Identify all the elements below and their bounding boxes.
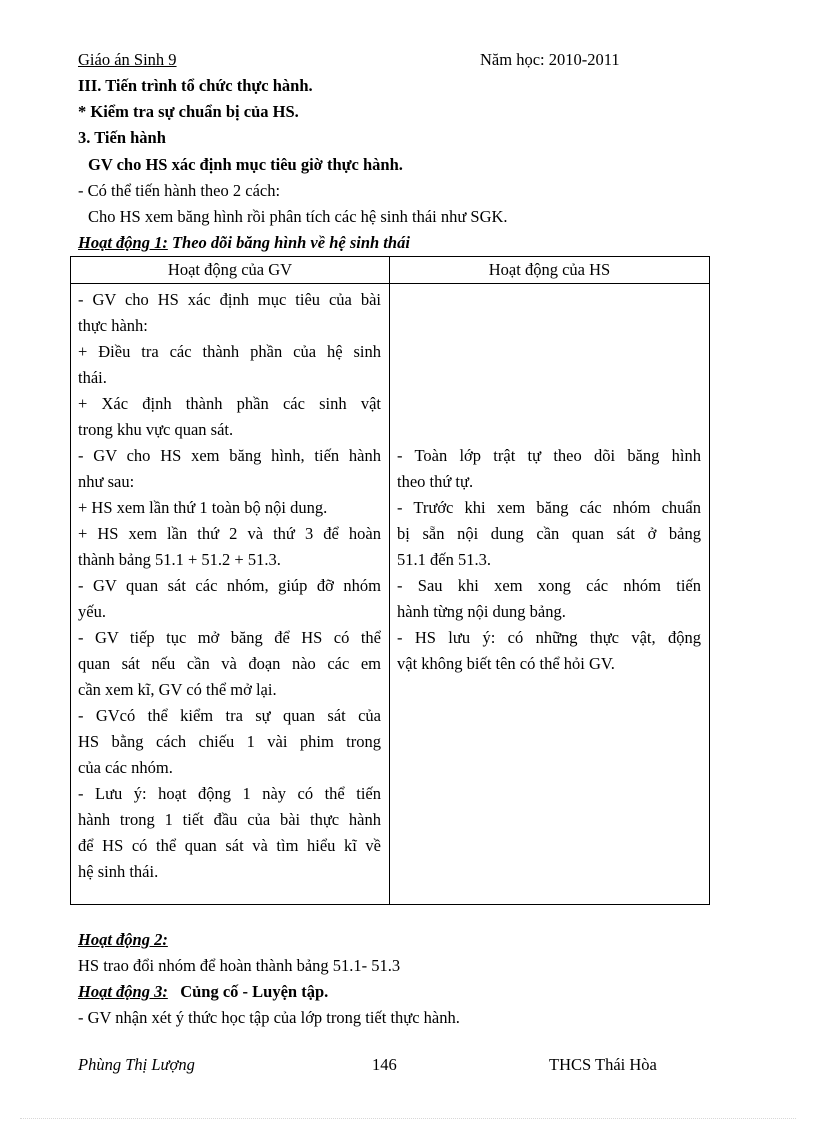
ways-line: - Có thể tiến hành theo 2 cách: [78,181,281,200]
gv-line: + HS xem lần thứ 2 và thứ 3 để hoàn [78,524,381,543]
footer-page-number: 146 [372,1055,397,1074]
hs-line: bị sẵn nội dung cần quan sát ở bảng [397,524,701,543]
hs-line: - Sau khi xem xong các nhóm tiến [397,576,701,595]
gv-line: - GV tiếp tục mở băng để HS có thể [78,628,381,647]
gv-line: - GV cho HS xem băng hình, tiến hành [78,446,381,465]
step-title: 3. Tiến hành [78,128,166,147]
column-header-hs: Hoạt động của HS [390,257,710,284]
hs-line: 51.1 đến 51.3. [397,550,491,569]
header-subject: Giáo án Sinh 9 [78,50,177,69]
activity3-heading [78,982,328,1002]
gv-line: - GV quan sát các nhóm, giúp đỡ nhóm [78,576,381,595]
gv-line: của các nhóm. [78,758,173,777]
gv-line: trong khu vực quan sát. [78,420,234,439]
activity1-label: Hoạt động 1: [78,233,168,252]
gv-line: yếu. [78,602,106,621]
hs-activities-cell [390,284,710,905]
gv-line: - Lưu ý: hoạt động 1 này có thể tiến [78,784,381,803]
hs-line: - HS lưu ý: có những thực vật, động [397,628,701,647]
activity2-label: Hoạt động 2: [78,930,168,949]
activity2-text: HS trao đổi nhóm để hoàn thành bảng 51.1- 51.3 [78,956,401,975]
video-line: Cho HS xem băng hình rồi phân tích các hệ sinh thái như SGK. [88,207,508,226]
gv-line: thái. [78,368,107,387]
gv-line: + Xác định thành phần các sinh vật [78,394,381,413]
gv-line: - GV cho HS xác định mục tiêu của bài [78,290,381,309]
gv-line: HS bằng cách chiếu 1 vài phim trong [78,732,381,751]
hs-line: hành từng nội dung bảng. [397,602,566,621]
table-header-row [71,257,710,284]
activity1-title: Theo dõi băng hình về hệ sinh thái [167,233,410,252]
gv-line: + Điều tra các thành phần của hệ sinh [78,342,381,361]
check-preparation: * Kiểm tra sự chuẩn bị của HS. [78,102,299,121]
table-body-row [71,284,710,905]
gv-line: quan sát nếu cần và đoạn nào các em [78,654,381,673]
activity3-text: - GV nhận xét ý thức học tập của lớp trong tiết thực hành. [78,1008,460,1027]
footer-author: Phùng Thị Lượng [78,1055,195,1074]
activity-table [70,256,710,905]
hs-line: vật không biết tên có thể hỏi GV. [397,654,615,673]
gv-line: cần xem kĩ, GV có thể mở lại. [78,680,277,699]
gv-line: thực hành: [78,316,148,335]
gv-line: + HS xem lần thứ 1 toàn bộ nội dung. [78,498,328,517]
footer-school: THCS Thái Hòa [549,1055,657,1074]
gv-line: như sau: [78,472,135,491]
activity3-title: Củng cố - Luyện tập. [180,982,329,1001]
header-school-year: Năm học: 2010-2011 [480,50,620,69]
hs-line: - Toàn lớp trật tự theo dõi băng hình [397,446,701,465]
section-title: III. Tiến trình tổ chức thực hành. [78,76,313,95]
activity3-label: Hoạt động 3: [78,982,168,1001]
gv-line: thành bảng 51.1 + 51.2 + 51.3. [78,550,281,569]
hs-line: theo thứ tự. [397,472,474,491]
hs-cell-spacer [397,287,701,443]
page-bottom-rule [20,1118,796,1119]
gv-line: hệ sinh thái. [78,862,159,881]
hs-line: - Trước khi xem băng các nhóm chuẩn [397,498,701,517]
goal-line: GV cho HS xác định mục tiêu giờ thực hành. [88,155,403,174]
gv-line: hành trong 1 tiết đầu của bài thực hành [78,810,381,829]
gv-line: - GVcó thể kiểm tra sự quan sát của [78,706,381,725]
gv-activities-cell [71,284,390,905]
activity1-heading [78,233,410,253]
column-header-gv: Hoạt động của GV [71,257,390,284]
gv-line: để HS có thể quan sát và tìm hiểu kĩ về [78,836,381,855]
